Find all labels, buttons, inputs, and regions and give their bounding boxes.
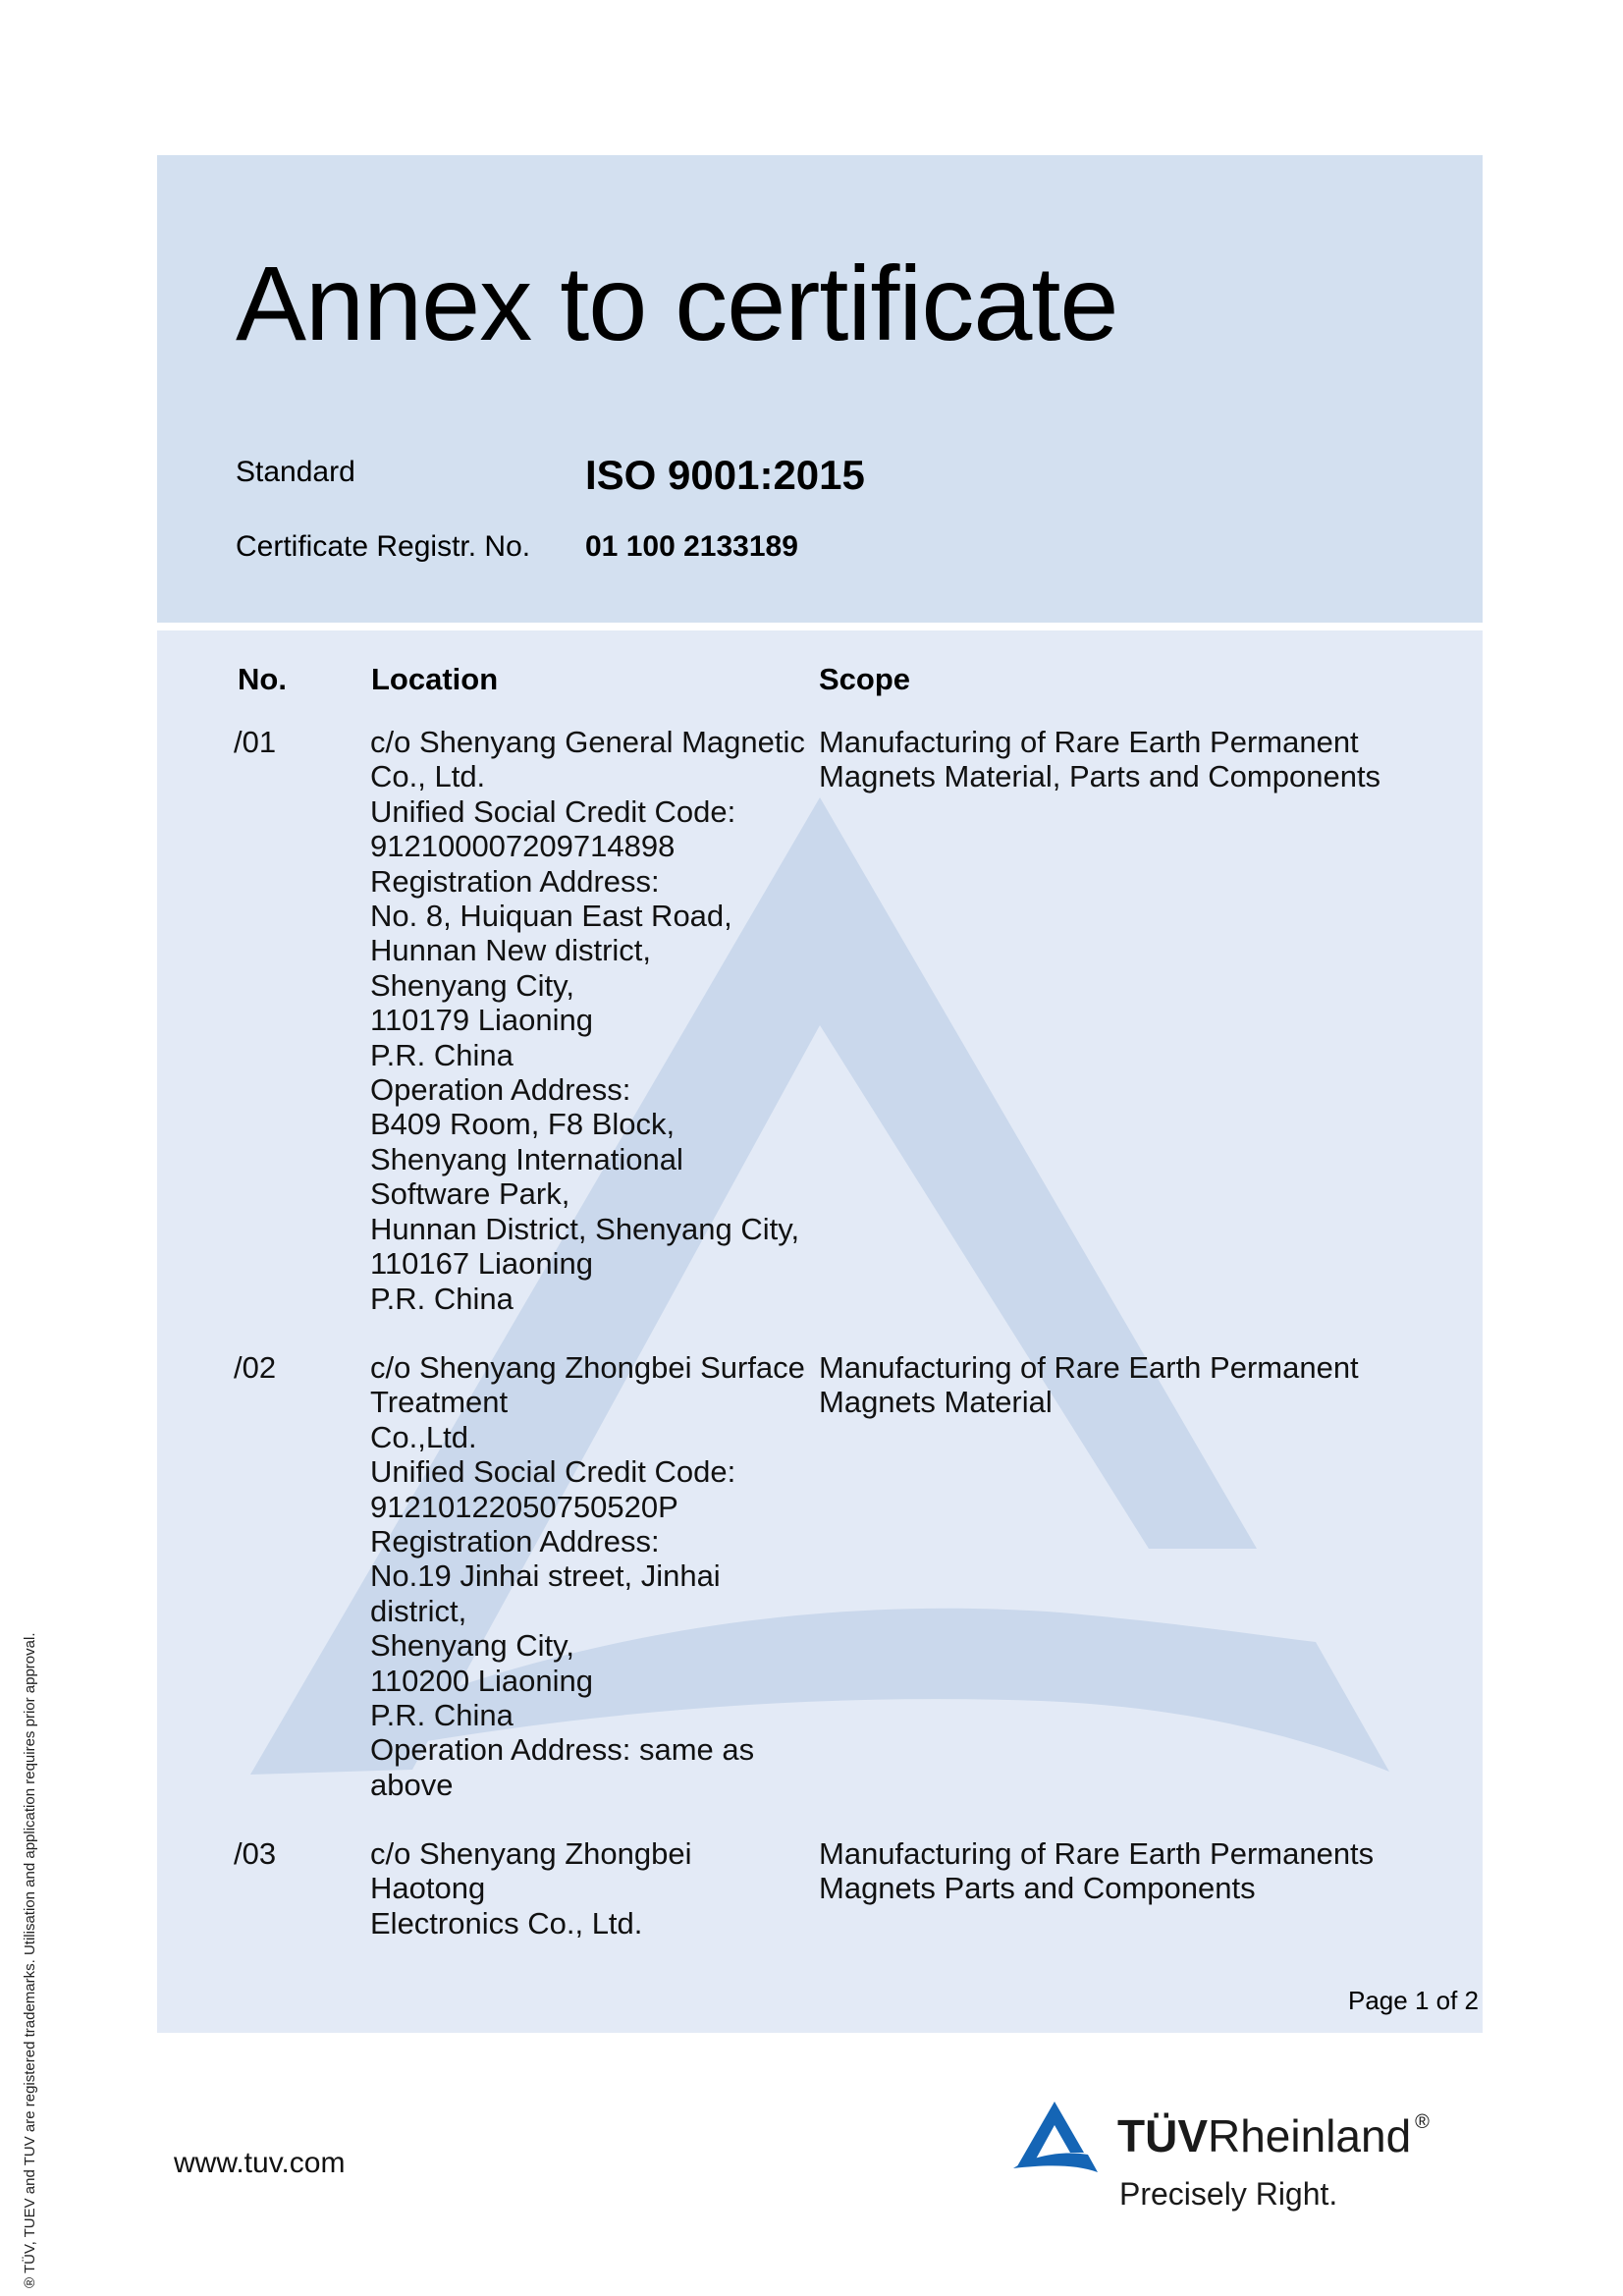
location-line: B409 Room, F8 Block,	[370, 1107, 676, 1142]
brand-name	[1117, 2109, 1430, 2162]
trademark-notice: ® TÜV, TUEV and TUV are registered trademarks. Utilisation and application requires prior approval.	[22, 1632, 38, 2288]
scope-line: Manufacturing of Rare Earth Permanents	[819, 1836, 1375, 1871]
location-line: 91210122050750520P	[370, 1489, 678, 1524]
tuv-triangle-watermark-icon	[157, 630, 1483, 2033]
location-line: above	[370, 1767, 454, 1802]
location-line: Electronics Co., Ltd.	[370, 1905, 643, 1941]
page-indicator: Page 1 of 2	[1348, 1986, 1479, 2015]
standard-value: ISO 9001:2015	[585, 452, 865, 498]
location-line: Haotong	[370, 1871, 486, 1906]
location-line: c/o Shenyang General Magnetic	[370, 725, 805, 759]
location-line: district,	[370, 1593, 467, 1628]
scope-line: Magnets Material	[819, 1385, 1053, 1420]
location-line: 110167 Liaoning	[370, 1246, 593, 1282]
scope-line: Magnets Material, Parts and Components	[819, 759, 1381, 794]
location-line: Hunnan District, Shenyang City,	[370, 1211, 800, 1246]
document-title: Annex to certificate	[236, 244, 1118, 362]
column-header-location: Location	[371, 662, 499, 696]
row-02-number: /02	[234, 1350, 277, 1385]
row-01-location	[370, 725, 812, 1316]
location-line: Operation Address:	[370, 1072, 631, 1108]
location-line: Registration Address:	[370, 863, 660, 899]
column-header-no: No.	[238, 662, 287, 696]
location-line: c/o Shenyang Zhongbei	[370, 1836, 692, 1871]
location-line: 110200 Liaoning	[370, 1663, 593, 1698]
location-line: Unified Social Credit Code:	[370, 793, 736, 829]
registration-number-value: 01 100 2133189	[585, 530, 798, 563]
standard-label: Standard	[236, 456, 355, 488]
website-url: www.tuv.com	[174, 2147, 346, 2179]
location-line: No.19 Jinhai street, Jinhai	[370, 1558, 721, 1594]
brand-slogan: Precisely Right.	[1119, 2176, 1338, 2212]
location-line: Registration Address:	[370, 1524, 660, 1559]
location-line: Unified Social Credit Code:	[370, 1454, 736, 1490]
location-line: 912100007209714898	[370, 829, 676, 864]
location-line: Shenyang International	[370, 1141, 683, 1176]
location-line: Software Park,	[370, 1176, 570, 1212]
location-line: P.R. China	[370, 1281, 514, 1316]
row-02-location	[370, 1350, 812, 1802]
row-03-number: /03	[234, 1836, 277, 1871]
scope-line: Manufacturing of Rare Earth Permanent	[819, 725, 1359, 759]
row-01-scope	[819, 725, 1447, 794]
location-line: Treatment	[370, 1385, 509, 1420]
row-03-location	[370, 1836, 812, 1941]
brand-name-bold: TÜV	[1117, 2110, 1208, 2161]
column-header-scope: Scope	[819, 662, 911, 696]
row-02-scope	[819, 1350, 1447, 1420]
registered-mark: ®	[1415, 2111, 1430, 2133]
location-line: 110179 Liaoning	[370, 1003, 593, 1038]
location-line: Operation Address: same as	[370, 1732, 755, 1768]
location-line: Co.,Ltd.	[370, 1419, 477, 1454]
location-line: P.R. China	[370, 1037, 514, 1072]
certificate-header-panel	[157, 155, 1483, 623]
annex-table-panel	[157, 630, 1483, 2033]
registration-number-label: Certificate Registr. No.	[236, 530, 531, 563]
scope-line: Manufacturing of Rare Earth Permanent	[819, 1350, 1359, 1385]
location-line: c/o Shenyang Zhongbei Surface	[370, 1350, 805, 1385]
location-line: Co., Ltd.	[370, 759, 486, 794]
row-03-scope	[819, 1836, 1447, 1906]
location-line: No. 8, Huiquan East Road,	[370, 899, 732, 934]
location-line: Hunnan New district,	[370, 933, 652, 968]
location-line: Shenyang City,	[370, 967, 574, 1003]
scope-line: Magnets Parts and Components	[819, 1871, 1256, 1906]
row-01-number: /01	[234, 725, 277, 759]
location-line: Shenyang City,	[370, 1628, 574, 1664]
tuv-rheinland-logo-icon	[1007, 2098, 1102, 2182]
location-line: P.R. China	[370, 1698, 514, 1733]
brand-name-rest: Rheinland	[1208, 2110, 1412, 2161]
